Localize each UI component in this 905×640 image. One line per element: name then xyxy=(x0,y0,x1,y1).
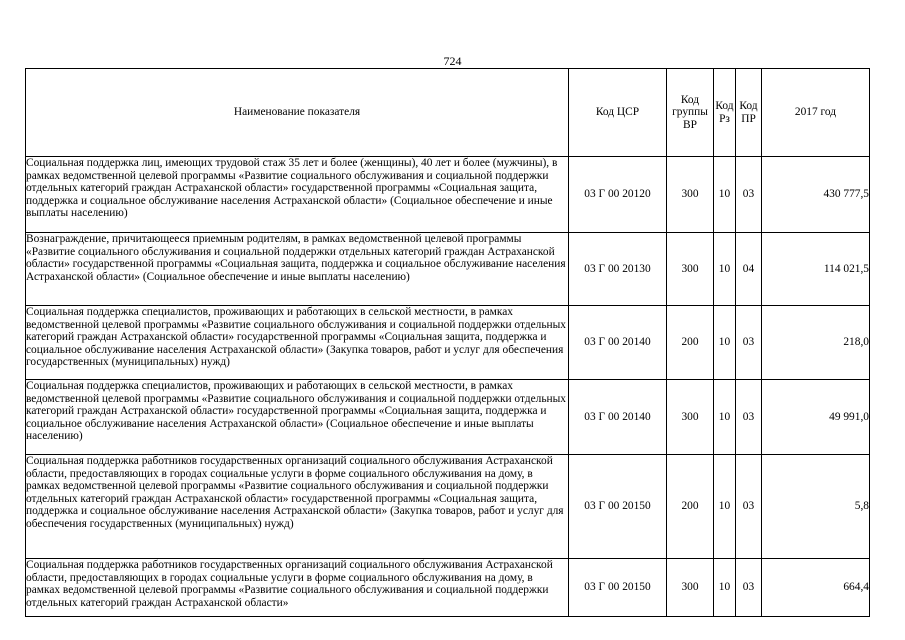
row-name: Социальная поддержка работников государственных организаций социального обслуживания Астраханской области, предоставляющих в городах социальные услуги в форме социального обслуживания на дому, в рамках ведомственной целевой программы «Развитие социального обслуживания и социальной поддержки отдельных категорий граждан Астраханской области» xyxy=(26,559,553,609)
row-vr: 300 xyxy=(667,559,714,617)
row-amount: 5,8 xyxy=(762,455,870,559)
header-csr: Код ЦСР xyxy=(569,69,667,157)
row-amount: 430 777,5 xyxy=(762,157,870,233)
row-vr: 300 xyxy=(667,157,714,233)
table-row xyxy=(26,455,870,559)
row-vr: 200 xyxy=(667,306,714,380)
budget-table xyxy=(25,68,870,617)
table-row xyxy=(26,233,870,306)
row-csr: 03 Г 00 20120 xyxy=(569,157,667,233)
row-rz: 10 xyxy=(714,455,736,559)
row-rz: 10 xyxy=(714,380,736,455)
row-pr: 03 xyxy=(736,455,762,559)
table-row xyxy=(26,559,870,617)
row-csr: 03 Г 00 20140 xyxy=(569,380,667,455)
page-number: 724 xyxy=(443,54,462,68)
table-row xyxy=(26,157,870,233)
row-amount: 114 021,5 xyxy=(762,233,870,306)
row-pr: 03 xyxy=(736,306,762,380)
row-pr: 03 xyxy=(736,157,762,233)
row-pr: 03 xyxy=(736,380,762,455)
row-pr: 03 xyxy=(736,559,762,617)
row-name: Социальная поддержка специалистов, проживающих и работающих в сельской местности, в рамках ведомственной целевой программы «Развитие социального обслуживания и социальной поддержки отдельных категорий граждан Астраханской области» государственной программы «Социальная защита, поддержка и социальное обслуживание населения Астраханской области» (Закупка товаров, работ и услуг для обеспечения государственных (муниципальных) нужд) xyxy=(26,306,569,380)
row-amount: 664,4 xyxy=(762,559,870,617)
row-csr: 03 Г 00 20150 xyxy=(569,455,667,559)
row-rz: 10 xyxy=(714,559,736,617)
table-header-row xyxy=(26,69,870,157)
row-name-cell xyxy=(26,559,569,617)
table-row xyxy=(26,380,870,455)
header-vr: Код группы ВР xyxy=(667,69,714,157)
row-name: Социальная поддержка лиц, имеющих трудовой стаж 35 лет и более (женщины), 40 лет и более (мужчины), в рамках ведомственной целевой программы «Развитие социального обслуживания и социальной поддержки отдельных категорий граждан Астраханской области» государственной программы «Социальная защита, поддержка и социальное обслуживание населения Астраханской области» (Социальное обеспечение и иные выплаты населению) xyxy=(26,157,569,233)
row-csr: 03 Г 00 20140 xyxy=(569,306,667,380)
row-vr: 300 xyxy=(667,233,714,306)
row-name: Социальная поддержка специалистов, проживающих и работающих в сельской местности, в рамках ведомственной целевой программы «Развитие социального обслуживания и социальной поддержки отдельных категорий граждан Астраханской области» государственной программы «Социальная защита, поддержка и социальное обслуживание населения Астраханской области» (Социальное обеспечение и иные выплаты населению) xyxy=(26,380,569,455)
header-rz: Код Рз xyxy=(714,69,736,157)
header-year: 2017 год xyxy=(762,69,870,157)
row-amount: 49 991,0 xyxy=(762,380,870,455)
row-rz: 10 xyxy=(714,306,736,380)
row-pr: 04 xyxy=(736,233,762,306)
header-pr: Код ПР xyxy=(736,69,762,157)
row-name: Социальная поддержка работников государственных организаций социального обслуживания Астраханской области, предоставляющих в городах социальные услуги в форме социального обслуживания на дому, в рамках ведомственной целевой программы «Развитие социального обслуживания и социальной поддержки отдельных категорий граждан Астраханской области» государственной программы «Социальная защита, поддержка и социальное обслуживание населения Астраханской области» (Закупка товаров, работ и услуг для обеспечения государственных (муниципальных) нужд) xyxy=(26,455,569,559)
row-csr: 03 Г 00 20130 xyxy=(569,233,667,306)
row-name: Вознаграждение, причитающееся приемным родителям, в рамках ведомственной целевой программы «Развитие социального обслуживания и социальной поддержки отдельных категорий граждан Астраханской области» государственной программы «Социальная защита, поддержка и социальное обслуживание населения Астраханской области» (Социальное обеспечение и иные выплаты населению) xyxy=(26,233,569,306)
row-vr: 200 xyxy=(667,455,714,559)
header-name: Наименование показателя xyxy=(26,69,569,157)
row-rz: 10 xyxy=(714,233,736,306)
row-csr: 03 Г 00 20150 xyxy=(569,559,667,617)
row-rz: 10 xyxy=(714,157,736,233)
row-vr: 300 xyxy=(667,380,714,455)
table-row xyxy=(26,306,870,380)
row-amount: 218,0 xyxy=(762,306,870,380)
